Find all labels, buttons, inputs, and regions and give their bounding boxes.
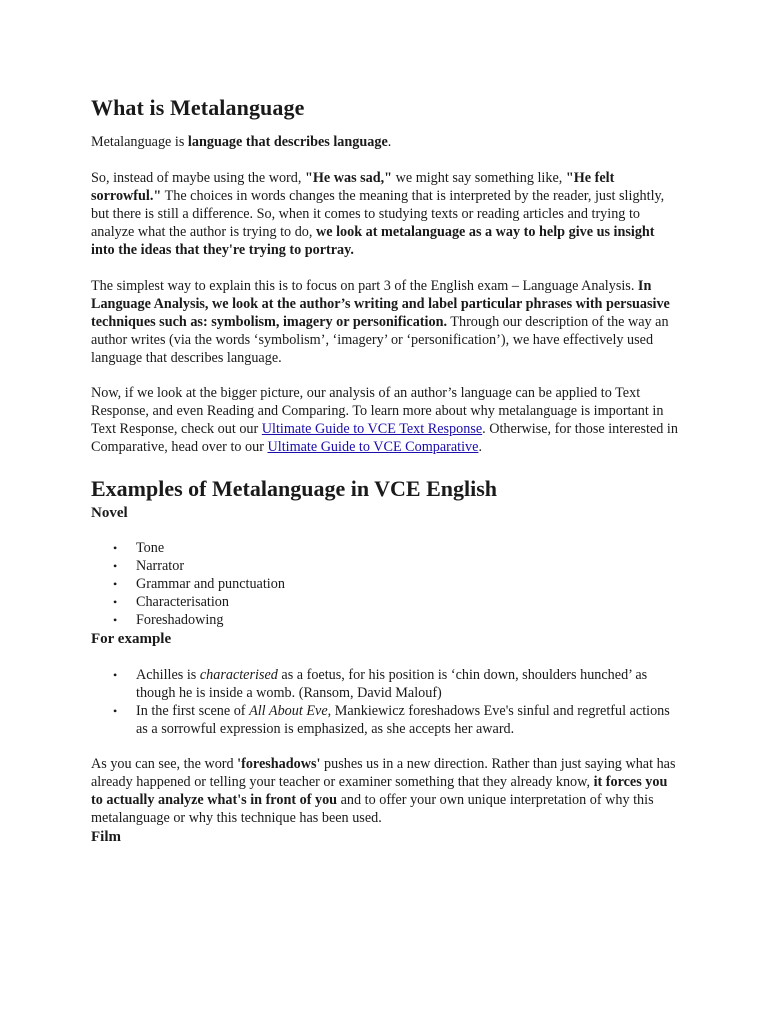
intro-paragraph [91, 133, 678, 151]
bullet-icon: • [113, 541, 118, 555]
list-item-label: Foreshadowing [136, 612, 224, 628]
list-item-label: Characterisation [136, 594, 229, 610]
italic-film-title: All About Eve [249, 703, 328, 719]
text-span: and to offer your own unique interpretation of why this metalanguage or why this technique has been used. [91, 792, 654, 826]
bold-forces-analyze: it forces you to actually analyze what's in front of you [91, 774, 668, 808]
novel-list [91, 539, 678, 629]
list-item [91, 611, 678, 629]
italic-characterised: characterised [199, 667, 278, 683]
text-span: As you can see, the word [91, 756, 238, 772]
paragraph-language-analysis [91, 277, 678, 367]
list-item [91, 575, 678, 593]
list-item [91, 539, 678, 557]
intro-text: Metalanguage is [91, 134, 188, 150]
text-span: So, instead of maybe using the word, [91, 170, 305, 186]
list-item-label: Narrator [136, 558, 185, 574]
subheading-novel: Novel [91, 505, 128, 521]
list-item [91, 593, 678, 611]
intro-period: . [387, 134, 392, 150]
bullet-icon: • [113, 668, 118, 682]
text-span: pushes us in a new direction. Rather than just saying what has already happened or telling your teacher or examiner something that they already know, [91, 756, 676, 790]
text-span: we might say something like, [392, 170, 566, 186]
bold-quote-sorrowful: "He felt sorrowful." [91, 170, 615, 204]
text-span: as a foetus, for his position is ‘chin down, shoulders hunched’ as though he is inside a womb. (Ransom, David Malouf) [136, 667, 648, 701]
bold-language-analysis: In Language Analysis, we look at the author’s writing and label particular phrases with persuasive techniques such as: symbolism, imagery or personification. [91, 278, 670, 330]
paragraph-bigger-picture [91, 384, 678, 456]
list-item-label: Tone [136, 540, 165, 556]
subheading-for-example: For example [91, 631, 172, 647]
link-comparative-guide[interactable]: Ultimate Guide to VCE Comparative [267, 439, 479, 455]
text-span: , Mankiewicz foreshadows Eve's sinful and regretful actions as a sorrowful expression is emphasized, as she accepts her award. [136, 703, 670, 737]
bullet-icon: • [113, 577, 118, 591]
paragraph-foreshadows [91, 755, 678, 827]
text-span: Achilles is [136, 667, 200, 683]
page-title: What is Metalanguage [91, 95, 305, 120]
list-item-label: Grammar and punctuation [136, 576, 285, 592]
list-item [91, 557, 678, 575]
subheading-film: Film [91, 829, 121, 845]
text-span: . [478, 439, 482, 455]
bullet-icon: • [113, 704, 118, 718]
link-text-response-guide[interactable]: Ultimate Guide to VCE Text Response [261, 421, 483, 437]
list-item [91, 702, 678, 738]
bullet-icon: • [113, 559, 118, 573]
bold-quote-sad: "He was sad," [304, 170, 393, 186]
text-span: In the first scene of [136, 703, 250, 719]
section-heading-examples: Examples of Metalanguage in VCE English [91, 476, 498, 501]
bullet-icon: • [113, 613, 118, 627]
list-item [91, 666, 678, 702]
text-span: Now, if we look at the bigger picture, our analysis of an author’s language can be applied to Text Response, and even Reading and Comparing. To learn more about why metalanguage is important in Text Response, check out our [91, 385, 664, 437]
text-span: The simplest way to explain this is to focus on part 3 of the English exam – Language Analysis. [91, 278, 638, 294]
bold-foreshadows: 'foreshadows' [237, 756, 321, 772]
text-span: Through our description of the way an author writes (via the words ‘symbolism’, ‘imagery’ or ‘personification’), we have effectively used language that describes language. [91, 314, 669, 366]
bold-insight-sentence: we look at metalanguage as a way to help give us insight into the ideas that they're trying to portray. [91, 224, 655, 258]
text-span: The choices in words changes the meaning that is interpreted by the reader, just slightly, but there is still a difference. So, when it comes to studying texts or reading articles and trying to analyze what the author is trying to do, [91, 188, 665, 240]
bullet-icon: • [113, 595, 118, 609]
text-span: . Otherwise, for those interested in Comparative, head over to our [91, 421, 678, 455]
paragraph-word-choice [91, 169, 678, 259]
example-list [91, 666, 678, 738]
intro-bold-definition: language that describes language [187, 134, 388, 150]
